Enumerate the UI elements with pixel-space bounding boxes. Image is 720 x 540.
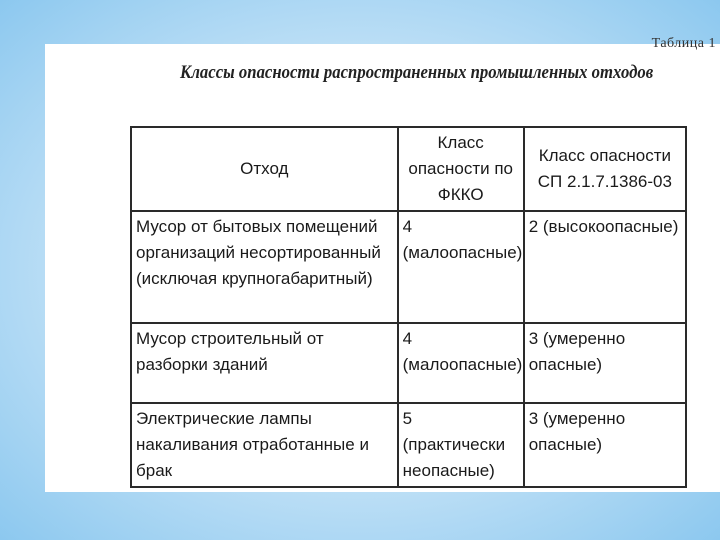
cell-waste: Электрические лампы накаливания отработанные и брак	[131, 403, 398, 487]
table-row	[131, 211, 686, 323]
header-waste: Отход	[131, 127, 398, 211]
cell-fkko-class: 5 (практически неопасные)	[398, 403, 524, 487]
document-title: Классы опасности распространенных промышленных отходов	[180, 62, 654, 83]
table-row	[131, 403, 686, 487]
table-number-label: Таблица 1	[651, 36, 716, 51]
cell-fkko-class: 4 (малоопасные)	[398, 211, 524, 323]
cell-waste: Мусор от бытовых помещений организаций несортированный (исключая крупногабаритный)	[131, 211, 398, 323]
table-header-row	[131, 127, 686, 211]
hazard-class-table	[130, 126, 687, 488]
cell-sp-class: 3 (умеренно опасные)	[524, 403, 686, 487]
table-row	[131, 323, 686, 403]
cell-waste: Мусор строительный от разборки зданий	[131, 323, 398, 403]
cell-sp-class: 2 (высокоопасные)	[524, 211, 686, 323]
header-fkko-class: Класс опасности по ФККО	[398, 127, 524, 211]
cell-fkko-class: 4 (малоопасные)	[398, 323, 524, 403]
document-page	[45, 36, 720, 492]
header-sp-class: Класс опасности СП 2.1.7.1386-03	[524, 127, 686, 211]
cell-sp-class: 3 (умеренно опасные)	[524, 323, 686, 403]
